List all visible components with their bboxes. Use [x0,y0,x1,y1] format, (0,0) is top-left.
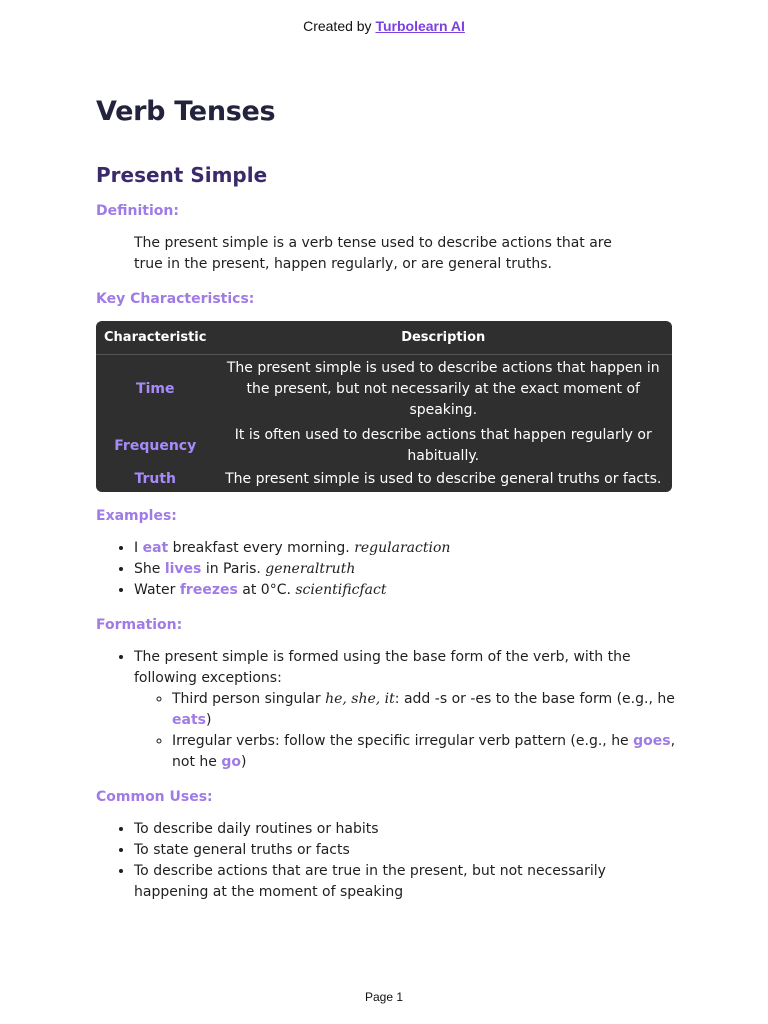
example-text: She [134,561,165,577]
common-uses-list [96,819,676,903]
credit-line [0,18,768,34]
table-row [96,424,672,468]
list-item: • To describe actions that are true in the present, but not necessarily happening at the moment of speaking [134,861,676,903]
formation-text: The present simple is formed using the base form of the verb, with the following exceptions: [134,649,631,686]
section-title: Present Simple [96,163,268,187]
examples-list [96,538,676,601]
definition-label: Definition: [96,203,179,219]
example-text: I [134,540,143,556]
formation-list [96,647,676,773]
example-text: at 0°C. [237,582,296,598]
formation-verb: goes [633,733,671,749]
formation-text: ) [240,754,247,770]
common-uses-label: Common Uses: [96,789,213,805]
table-row [96,355,672,424]
examples-label: Examples: [96,508,177,524]
example-text: in Paris. [201,561,266,577]
formation-sublist [134,689,676,773]
page-number: Page 1 [364,990,404,1004]
header-description: Description [214,321,672,355]
formation-text: Third person singular [172,691,326,707]
formation-verb: go [221,754,241,770]
page-title: Verb Tenses [96,96,276,127]
row-description: It is often used to describe actions that happen regularly or habitually. [234,427,652,464]
list-item [134,538,676,559]
key-characteristics-label: Key Characteristics: [96,291,255,307]
formation-label: Formation: [96,617,183,633]
list-item: • To describe daily routines or habits [134,819,676,840]
characteristics-table [96,321,672,492]
row-term: Time [136,381,175,397]
document-content [96,96,676,919]
row-description: The present simple is used to describe general truths or facts. [225,471,662,487]
row-term: Frequency [114,437,197,454]
list-item [134,559,676,580]
example-verb: freezes [179,582,238,598]
row-description: The present simple is used to describe actions that happen in the present, but not necessarily at the exact moment of speaking. [226,360,660,418]
credit-prefix: Created by [303,18,372,34]
example-verb: lives [164,561,202,577]
formation-math: he, she, it [325,691,395,707]
formation-text: ) [205,712,212,728]
example-note: scientificfact [295,582,387,598]
example-text: Water [134,582,180,598]
formation-verb: eats [172,712,206,728]
example-note: regularaction [354,540,451,556]
example-note: generaltruth [265,561,356,577]
definition-text: The present simple is a verb tense used to describe actions that are true in the present, happen regularly, or are general truths. [134,235,612,272]
table-row [96,468,672,492]
formation-text: Irregular verbs: follow the specific irregular verb pattern (e.g., he [172,733,634,749]
list-item [134,580,676,601]
formation-text: , not he [172,733,676,770]
formation-text: : add -s or -es to the base form (e.g., he [394,691,675,707]
turbolearn-link[interactable]: Turbolearn AI [375,18,465,34]
list-item [172,731,676,773]
table-header-row [96,321,672,355]
row-term: Truth [134,471,177,487]
list-item [172,689,676,731]
header-characteristic: Characteristic [96,321,214,355]
example-verb: eat [142,540,169,556]
list-item: • To state general truths or facts [134,840,676,861]
example-text: breakfast every morning. [168,540,355,556]
list-item [134,647,676,773]
